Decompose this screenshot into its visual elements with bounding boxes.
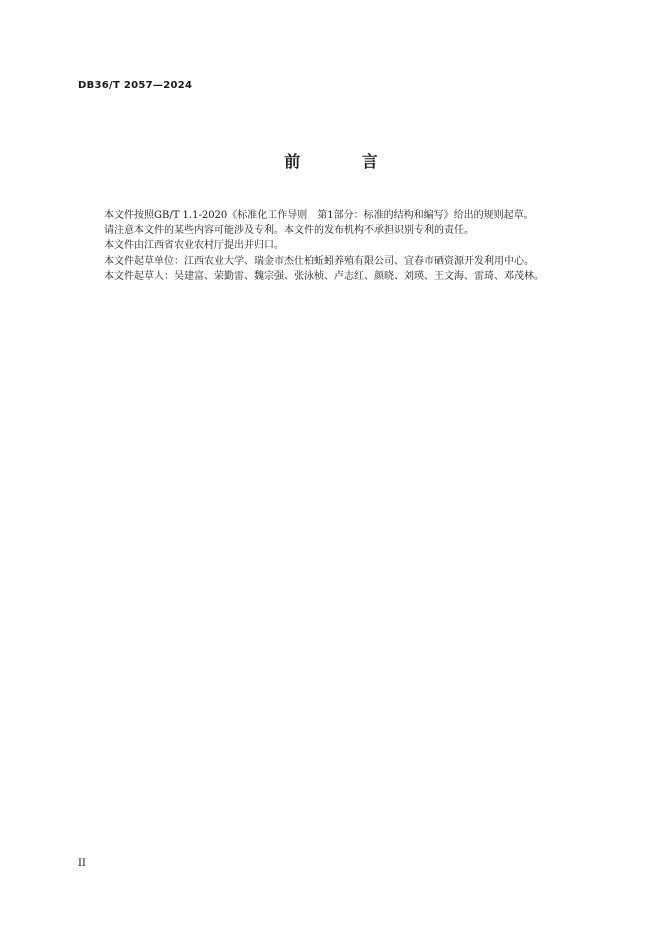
foreword-paragraph: 本文件起草单位：江西农业大学、瑞金市杰仕柏蚯蚓养殖有限公司、宜春市硒资源开发利用中心。: [104, 255, 534, 267]
standard-code: DB36/T 2057—2024: [78, 80, 193, 91]
page-title: 前 言: [284, 152, 406, 171]
page-number: II: [78, 858, 86, 869]
foreword-paragraph: 本文件按照GB/T 1.1-2020《标准化工作导则 第1部分：标准的结构和编写》给出的规则起草。: [104, 210, 534, 221]
foreword-paragraph: 本文件由江西省农业农村厅提出并归口。: [104, 240, 284, 252]
foreword-paragraph: 本文件起草人：吴建富、荣勤雷、魏宗强、张泳桢、卢志红、颜晓、刘瑛、王文海、雷琦、邓茂林。: [104, 270, 544, 282]
foreword-body: [104, 208, 624, 284]
foreword-paragraph: 请注意本文件的某些内容可能涉及专利。本文件的发布机构不承担识别专利的责任。: [104, 225, 474, 237]
